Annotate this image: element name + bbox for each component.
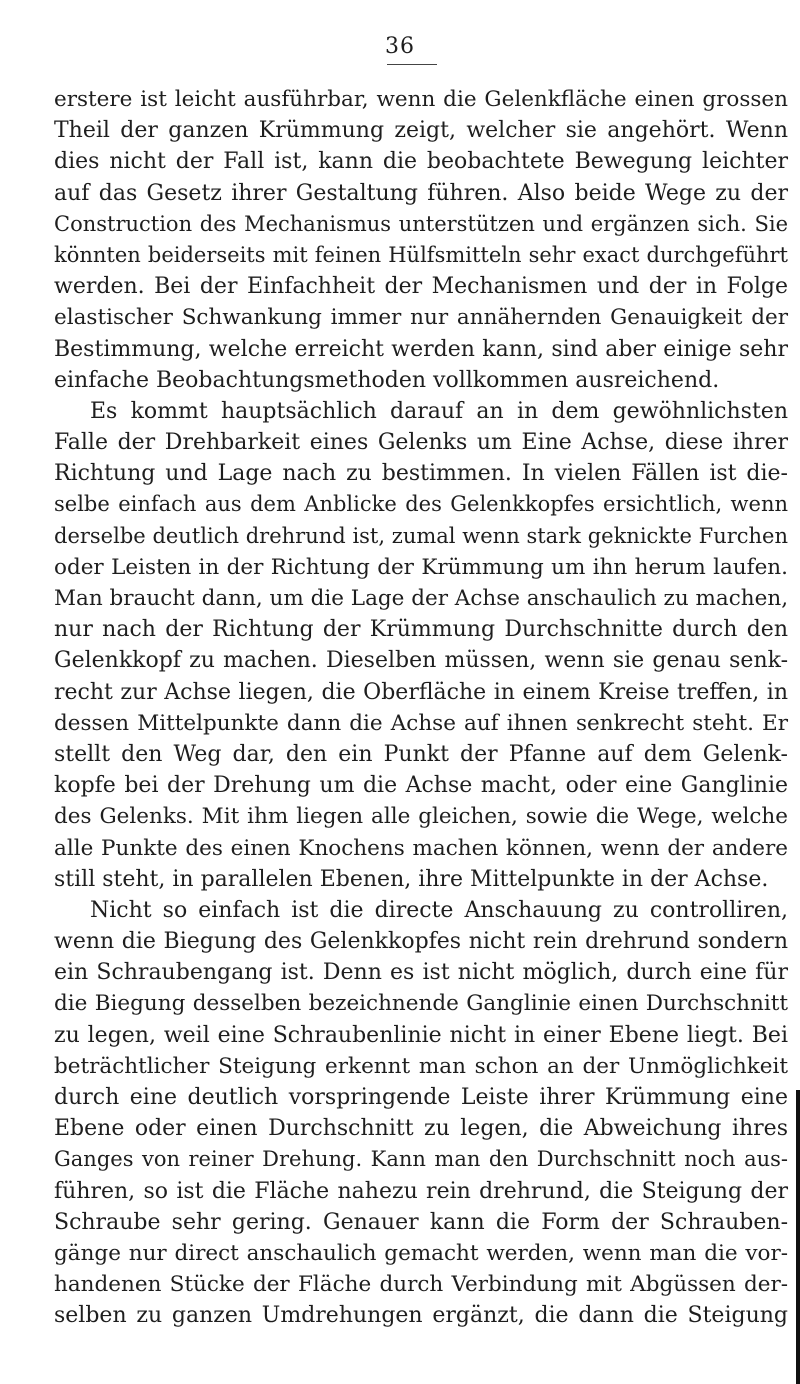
text-line: werden. Bei der Einfachheit der Mechanismen und der in Folge [54, 274, 788, 300]
text-line: stellt den Weg dar, den ein Punkt der Pfanne auf dem Gelenk- [54, 741, 788, 767]
text-line: die Biegung desselben bezeichnende Ganglinie einen Durchschnitt [54, 991, 788, 1017]
text-line: auf das Gesetz ihrer Gestaltung führen. Also beide Wege zu der [54, 180, 788, 206]
text-line: gänge nur direct anschaulich gemacht werden, wenn man die vor- [54, 1240, 788, 1266]
text-line: kopfe bei der Drehung um die Achse macht, oder eine Ganglinie [54, 773, 788, 799]
text-line: Construction des Mechanismus unterstützen und ergänzen sich. Sie [54, 211, 788, 236]
text-line: führen, so ist die Fläche nahezu rein drehrund, die Steigung der [54, 1178, 788, 1204]
text-line: könnten beiderseits mit feinen Hülfsmitteln sehr exact durchgeführt [54, 242, 788, 267]
text-line: erstere ist leicht ausführbar, wenn die Gelenkfläche einen grossen [54, 87, 788, 112]
text-line: nur nach der Richtung der Krümmung Durchschnitte durch den [54, 617, 788, 643]
text-line: beträchtlicher Steigung erkennt man schon an der Unmöglichkeit [54, 1053, 788, 1079]
text-line: zu legen, weil eine Schraubenlinie nicht in einer Ebene liegt. Bei [54, 1022, 788, 1048]
text-line: alle Punkte des einen Knochens machen können, wenn der andere [54, 835, 788, 861]
text-line: des Gelenks. Mit ihm liegen alle gleichen, sowie die Wege, welche [54, 804, 788, 830]
text-line: ein Schraubengang ist. Denn es ist nicht möglich, durch eine für [54, 960, 788, 986]
text-line: Richtung und Lage nach zu bestimmen. In vielen Fällen ist die- [54, 461, 788, 487]
text-line: Falle der Drehbarkeit eines Gelenks um Eine Achse, diese ihrer [54, 430, 788, 456]
page-edge-shadow [796, 1090, 800, 1384]
page-number-underline [387, 64, 437, 65]
text-line: recht zur Achse liegen, die Oberfläche in einem Kreise treffen, in [54, 679, 788, 705]
text-line: Ganges von reiner Drehung. Kann man den Durchschnitt noch aus- [54, 1147, 788, 1172]
text-line: dessen Mittelpunkte dann die Achse auf ihnen senkrecht steht. Er [54, 710, 788, 736]
text-line: handenen Stücke der Fläche durch Verbindung mit Abgüssen der- [54, 1272, 788, 1298]
text-line: Man braucht dann, um die Lage der Achse anschaulich zu machen, [54, 586, 789, 611]
page-number: 36 [385, 34, 415, 59]
text-line: Bestimmung, welche erreicht werden kann, sind aber einige sehr [54, 336, 788, 362]
text-line: elastischer Schwankung immer nur annähernden Genauigkeit der [54, 305, 788, 331]
text-line: still steht, in parallelen Ebenen, ihre Mittelpunkte in der Achse. [54, 866, 769, 892]
text-line: Schraube sehr gering. Genauer kann die Form der Schrauben- [54, 1209, 788, 1235]
text-line: Gelenkkopf zu machen. Dieselben müssen, wenn sie genau senk- [54, 648, 788, 674]
text-line: wenn die Biegung des Gelenkkopfes nicht rein drehrund sondern [54, 929, 788, 955]
paragraph-start-line: Nicht so einfach ist die directe Anschauung zu controlliren, [90, 897, 788, 923]
text-line: Theil der ganzen Krümmung zeigt, welcher sie angehört. Wenn [54, 118, 788, 144]
text-line: oder Leisten in der Richtung der Krümmung um ihn herum laufen. [54, 554, 788, 580]
text-line: Ebene oder einen Durchschnitt zu legen, die Abweichung ihres [54, 1116, 788, 1142]
text-line: selbe einfach aus dem Anblicke des Gelenkkopfes ersichtlich, wenn [54, 492, 788, 517]
text-line: einfache Beobachtungsmethoden vollkommen ausreichend. [54, 367, 720, 393]
body-text [54, 84, 788, 1332]
text-line: selben zu ganzen Umdrehungen ergänzt, die dann die Steigung [54, 1303, 788, 1329]
text-line: dies nicht der Fall ist, kann die beobachtete Bewegung leichter [54, 149, 788, 175]
text-line: durch eine deutlich vorspringende Leiste ihrer Krümmung eine [54, 1085, 788, 1110]
text-line: derselbe deutlich drehrund ist, zumal wenn stark geknickte Furchen [54, 523, 788, 548]
paragraph-start-line: Es kommt hauptsächlich darauf an in dem gewöhnlichsten [90, 398, 788, 424]
